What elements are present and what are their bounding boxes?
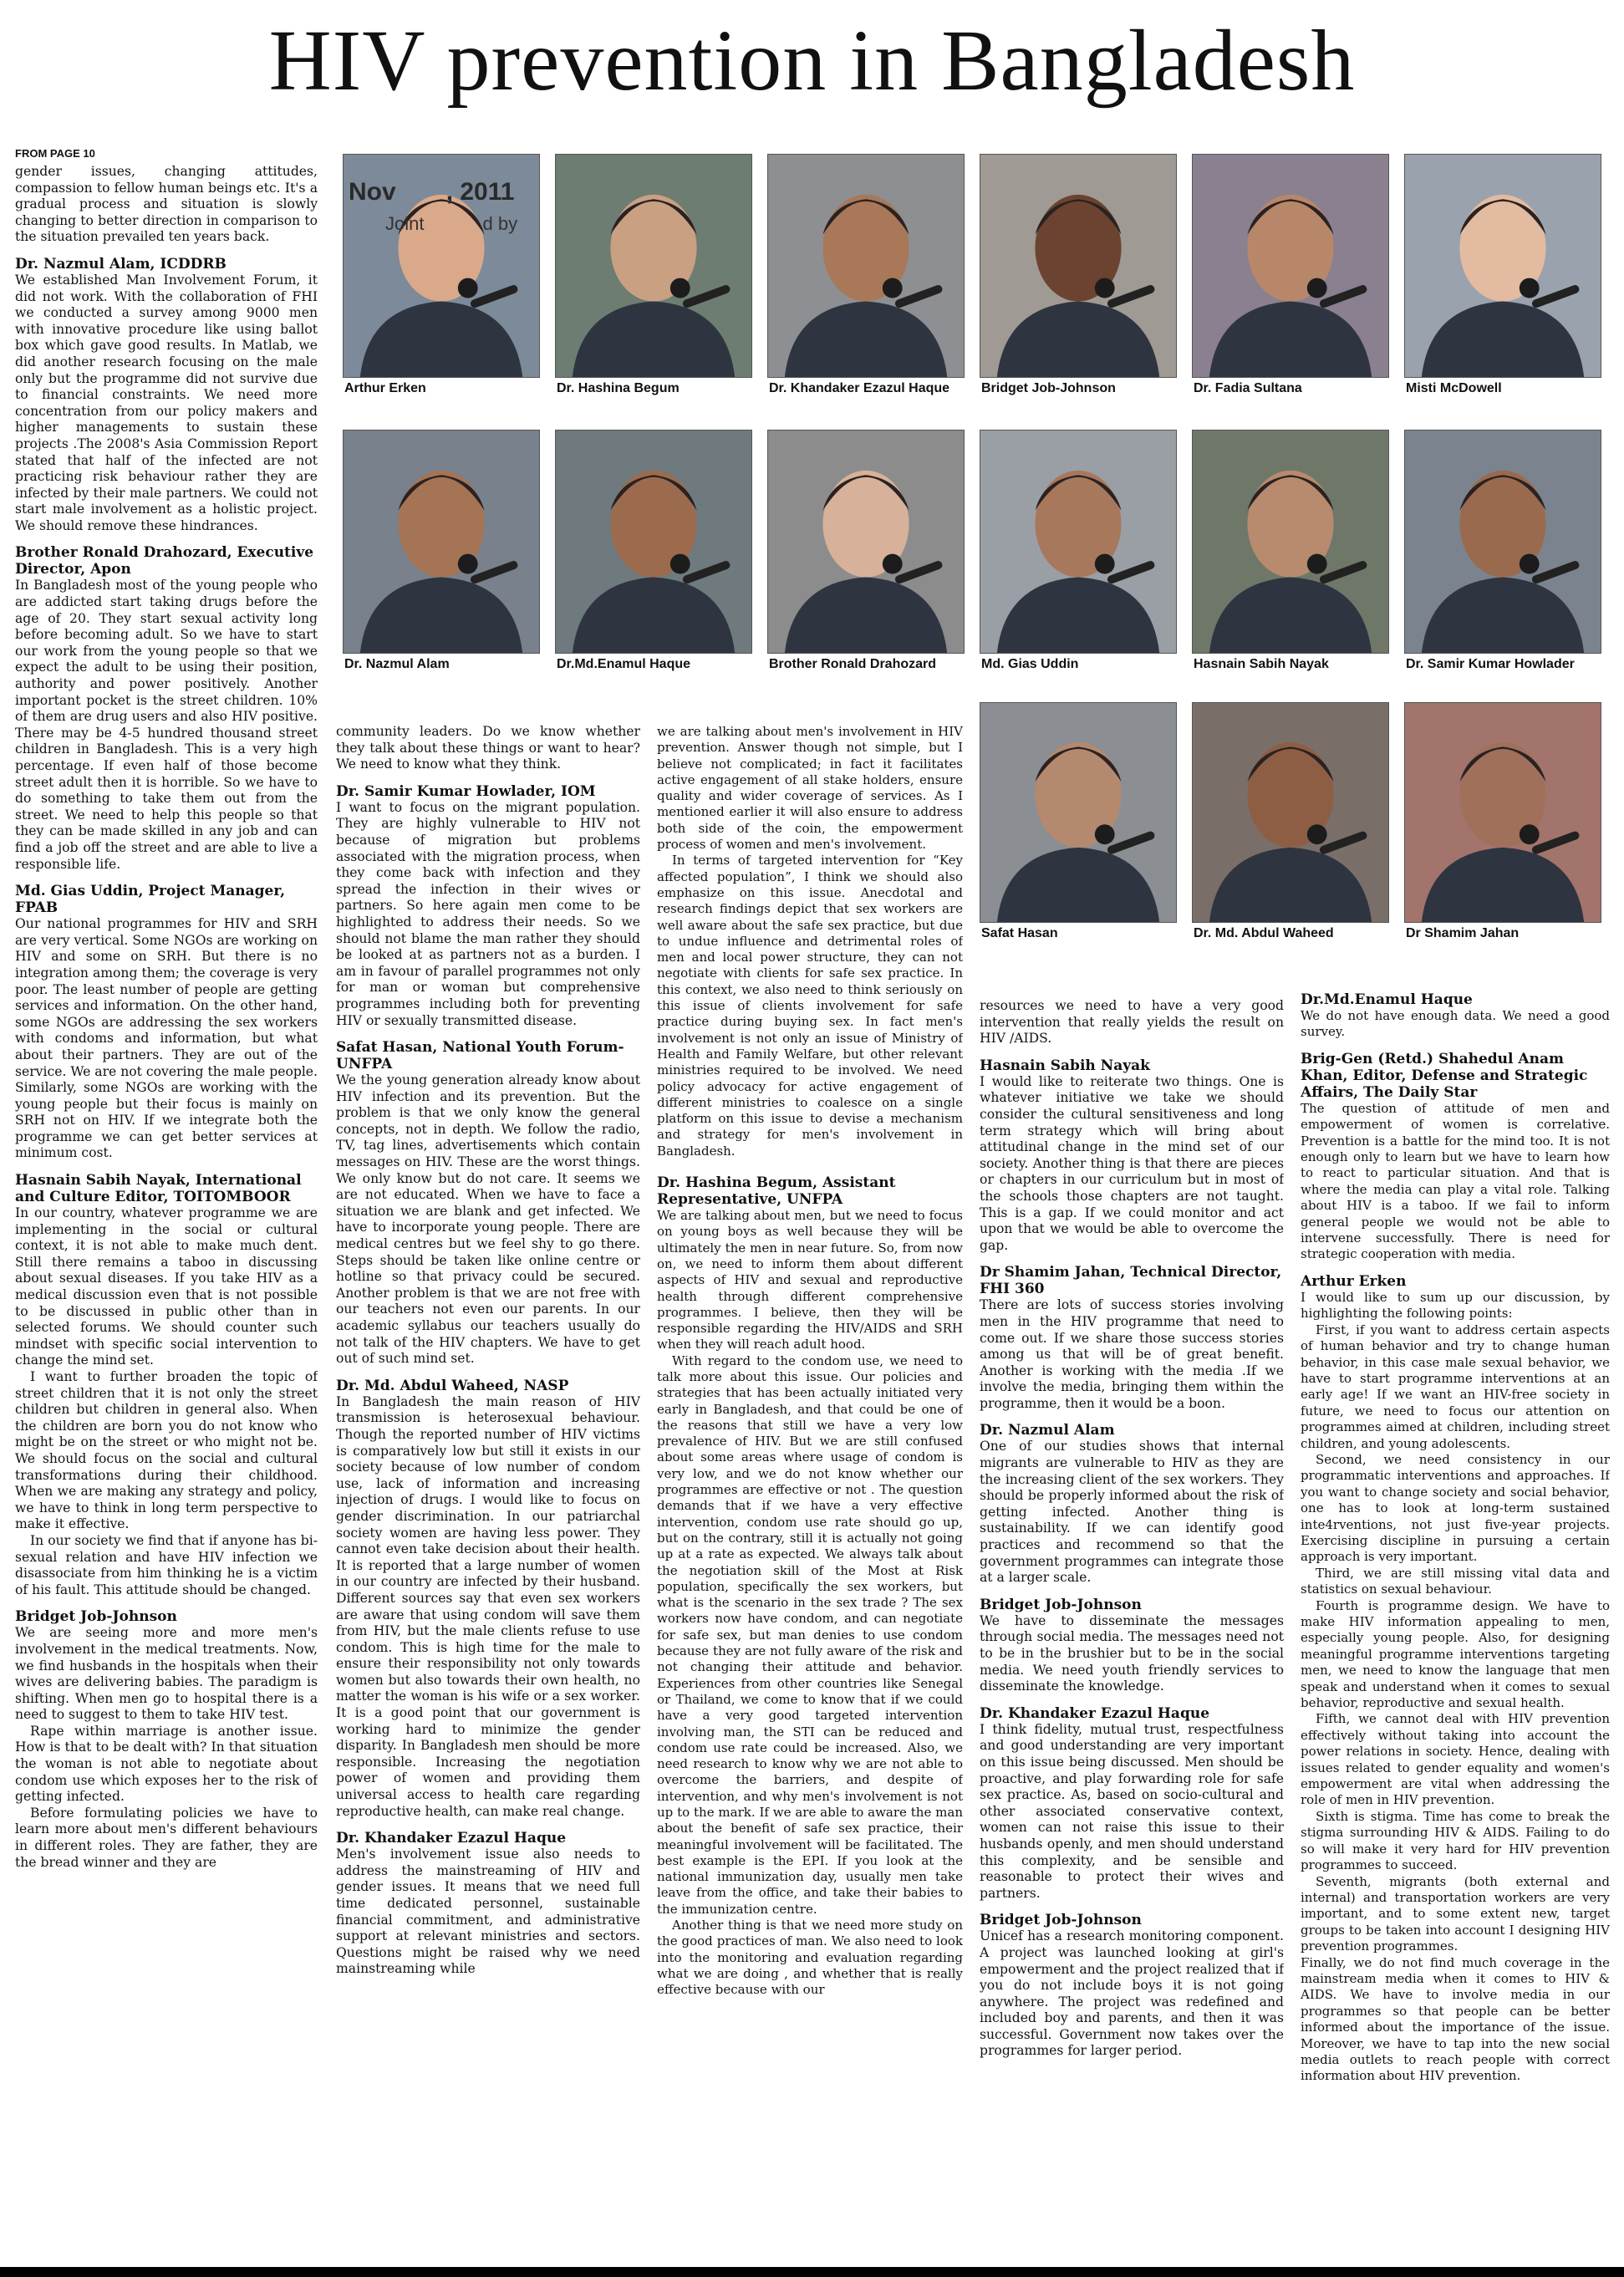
speaker-heading: Brother Ronald Drahozard, Executive Director, Apon (15, 544, 314, 578)
paragraph: The question of attitude of men and empowerment of women is correlative. Prevention is a battle for the mind too. It is not enough only to learn but we have to learn how to react to particular situation. And that is where the media can play a vital role. Talking about HIV is a taboo. If we fail to inform general people we would not be able to intervene successfully. There is need for strategic cooperation with media. (1301, 1100, 1610, 1262)
portrait-image (980, 430, 1177, 654)
portrait-image (1192, 154, 1389, 378)
speaker-heading: Dr. Nazmul Alam, ICDDRB (15, 255, 227, 273)
paragraph: We have to disseminate the messages through social media. The messages need not to be in the brushier but to be in the social media. We need youth friendly services to disseminate the knowledge. (980, 1612, 1284, 1694)
photo-caption: Arthur Erken (344, 381, 426, 395)
speaker-heading: Dr.Md.Enamul Haque (1301, 991, 1473, 1008)
paragraph: I think fidelity, mutual trust, respectfulness and good understanding are very important on this issue being discussed. Men should be proactive, and play forwarding role for safe sex practice. As, based on socio-cultural and other associated conservative context, women can not raise this issue to their husbands openly, and men should understand this complexity, and be sensible and reasonable to protect their wives and partners. (980, 1721, 1284, 1901)
article-column-4 (980, 998, 1284, 2264)
portrait-image (555, 430, 752, 654)
speaker-photo (1404, 430, 1601, 679)
page-bottom-rule (0, 2267, 1624, 2277)
banner-word: Nov (349, 178, 396, 206)
speaker-heading: Arthur Erken (1301, 1272, 1407, 1290)
speaker-photo (1404, 154, 1601, 403)
photo-caption: Misti McDowell (1406, 381, 1502, 395)
paragraph: Fourth is programme design. We have to make HIV information appealing to men, especially young people. Also, for designing meaningful programme interventions targeting men, we need to know the language that men speak and understand when it comes to sexual behavior, reproductive and sexual health. (1301, 1597, 1610, 1711)
paragraph: In our society we find that if anyone has bi-sexual relation and have HIV infection we disassociate from him thinking he is a victim of his fault. This attitude should be changed. (15, 1532, 318, 1597)
photo-caption: Md. Gias Uddin (981, 657, 1079, 671)
paragraph: resources we need to have a very good intervention that really yields the result on HIV /AIDS. (980, 998, 1284, 1047)
portrait-silhouette (980, 155, 1176, 377)
paragraph: community leaders. Do we know whether they talk about these things or want to hear? We need to know what they think. (336, 724, 640, 772)
portrait-image (1404, 154, 1601, 378)
banner-word: Joint (385, 213, 425, 234)
speaker-heading: Dr. Nazmul Alam (980, 1422, 1115, 1439)
photo-caption: Brother Ronald Drahozard (769, 657, 937, 671)
speaker-heading: Dr Shamim Jahan, Technical Director, FHI 360 (980, 1264, 1282, 1298)
headline: HIV prevention in Bangladesh (268, 13, 1356, 109)
portrait-silhouette (1405, 430, 1601, 653)
banner-year: , 2011 (445, 178, 515, 206)
article-column-2 (336, 724, 640, 2264)
paragraph: Third, we are still missing vital data and statistics on sexual behaviour. (1301, 1565, 1610, 1597)
speaker-heading: Safat Hasan, National Youth Forum-UNFPA (336, 1039, 624, 1073)
paragraph: In Bangladesh the main reason of HIV transmission is heterosexual behaviour. Though the reported number of HIV victims is comparatively low but still it exists in our society because of low number of condom use, lack of information and increasing injection of drugs. I would like to focus on gender discrimination. In our patriarchal society women are having less power. They cannot even take decision about their health. It is reported that a large number of women in our country are infected by their husband. Different sources say that even sex workers are aware that using condom will save them from HIV, but the male clients refuse to use condom. This is high time for the male to ensure their responsibility not only towards women but also towards their own health, no matter the woman is his wife or a sex worker. It is a good point that our government is working hard to minimize the gender disparity. In Bangladesh men should be more responsible. Increasing the negotiation power of women and providing them universal access to health care regarding reproductive health, can make real change. (336, 1393, 640, 1819)
speaker-heading: Dr. Samir Kumar Howlader, IOM (336, 782, 596, 800)
portrait-silhouette (344, 430, 539, 653)
paragraph: First, if you want to address certain aspects of human behavior and try to change human behavior, in this case male sexual behavior, we have to start programme interventions at an early age! If we want an HIV-free society in future, we need to focus our attention on programmes aimed at children, including street children, and young adolescents. (1301, 1322, 1610, 1451)
paragraph: I would like to sum up our discussion, by highlighting the following points: (1301, 1289, 1610, 1322)
paragraph: Second, we need consistency in our programmatic interventions and approaches. If you want to change society and social behavior, one has to look at long-term sustained inte4rventions, not just five-year projects. Exercising discipline in pursuing a certain approach is very important. (1301, 1451, 1610, 1565)
portrait-silhouette (980, 430, 1176, 653)
speaker-photo (980, 702, 1177, 948)
portrait-image (1404, 702, 1601, 923)
photo-caption: Dr. Fadia Sultana (1194, 381, 1302, 395)
speaker-photo (767, 154, 965, 403)
photo-caption: Dr. Md. Abdul Waheed (1194, 926, 1334, 940)
paragraph: Finally, we do not find much coverage in the mainstream media when it comes to HIV & AIDS. We have to involve media in our programmes so that people can be better informed about the importance of the issue. Moreover, we have to tap into the new social media outlets to reach people with correct information about HIV prevention. (1301, 1954, 1610, 2084)
paragraph: we are talking about men's involvement in HIV prevention. Answer though not simple, but I believe not complicated; in fact it facilitates active engagement of all stake holders, ensure quality and wider coverage of services. As I mentioned earlier it will also ensure to address both side of the coin, the empowerment process of women and men's involvement. (657, 724, 963, 853)
portrait-image (767, 430, 965, 654)
speaker-heading: Dr. Hashina Begum, Assistant Representative, UNFPA (657, 1174, 896, 1209)
portrait-image (343, 430, 540, 654)
speaker-heading: Dr. Khandaker Ezazul Haque (336, 1830, 567, 1847)
paragraph: gender issues, changing attitudes, compassion to fellow human beings etc. It's a gradual process and situation is slowly changing to better direction in comparison to the situation prevailed ten years back. (15, 164, 318, 245)
portrait-image (1404, 430, 1601, 654)
portrait-image (1192, 702, 1389, 923)
photo-caption: Safat Hasan (981, 926, 1058, 940)
paragraph: We established Man Involvement Forum, it did not work. With the collaboration of FHI we conducted a survey among 9000 men with innovative procedure like using ballot box which gave good results. In Matlab, we did another research focusing on the male only but the programme did not survive due to financial constraints. We need more concentration from our policy makers and higher managements to sustain these projects .The 2008's Asia Commission Report stated that half of the infected are not practicing risk behaviour rather they are infected by their male partners. We could not start male involvement as a holistic project. We should remove these hindrances. (15, 272, 318, 533)
speaker-photo (980, 154, 1177, 403)
portrait-silhouette (1193, 703, 1388, 922)
speaker-heading: Bridget Job-Johnson (980, 1596, 1142, 1613)
speaker-heading: Hasnain Sabih Nayak, International and Culture Editor, TOITOMBOOR (15, 1172, 302, 1206)
paragraph: We the young generation already know about HIV infection and its prevention. But the problem is that we only know the general concepts, not in depth. We follow the radio, TV, tag lines, advertisements which contain messages on HIV. These are the worst things. We only know but do not care. It seems we are not educated. When we have to face a situation we are blank and get infected. We have to incorporate young people. There are medical centres but we feel shy to go there. Steps should be taken like online centre or hotline so that privacy could be secured. Another problem is that we are not free with our teachers not even our parents. In our academic syllabus our teachers usually do not talk of the HIV chapters. We have to get out of such mind set. (336, 1072, 640, 1367)
paragraph: There are lots of success stories involving men in the HIV programme that need to come out. If we share those success stories among us that will be of great benefit. Another is working with the media .If we involve the media, bringing them within the programme, then it would be a boon. (980, 1297, 1284, 1411)
banner-word: d by (482, 213, 518, 234)
portrait-silhouette (556, 430, 751, 653)
portrait-silhouette (1405, 155, 1601, 377)
speaker-heading: Md. Gias Uddin, Project Manager, FPAB (15, 883, 285, 917)
paragraph: I want to further broaden the topic of street children that it is not only the street children but children in general also. When the children are born you do not know who might be on the street or who might not be. We should focus on the social and cultural transformations during their childhood. When we are making any strategy and policy, we have to think in long term perspective to make it effective. (15, 1369, 318, 1532)
paragraph: Seventh, migrants (both external and internal) and transportation workers are very important, and to some extent new, target groups to be taken into account I designing HIV prevention programmes. (1301, 1873, 1610, 1954)
paragraph: Unicef has a research monitoring component. A project was launched looking at girl's empowerment and the project realized that if you do not include boys it is not going anywhere. The project was redefined and included boy and parents, and then it was successful. Government now takes over the programmes for larger period. (980, 1928, 1284, 2059)
paragraph: In Bangladesh most of the young people who are addicted start taking drugs before the age of 20. They start sexual activity long before becoming adult. So we have to start our work from the young people so that we expect the adult to be using their position, authority and power positively. Another important pocket is the street children. 10% of them are drug users and also HIV positive. There may be 4-5 hundred thousand street children in Bangladesh. This is a very high percentage. If even half of those become street adult then it is horrible. So we have to do something to take them out from the street. We need to help this people so that they can be made skilled in any job and can find a job off the street and are able to live a responsible life. (15, 578, 318, 872)
paragraph: We are talking about men, but we need to focus on young boys as well because they will be ultimately the men in near future. So, from now on, we need to inform them about different aspects of HIV and sexual and reproductive health through different comprehensive programmes. I believe, then they will be responsible regarding the HIV/AIDS and SRH when they will reach adult hood. (657, 1208, 963, 1352)
speaker-heading: Hasnain Sabih Nayak (980, 1057, 1150, 1074)
paragraph: We do not have enough data. We need a good survey. (1301, 1008, 1610, 1040)
portrait-silhouette (768, 155, 964, 377)
speaker-photo (1192, 154, 1389, 403)
speaker-photo (555, 154, 752, 403)
photo-caption: Dr. Khandaker Ezazul Haque (769, 381, 950, 395)
portrait-silhouette (1193, 430, 1388, 653)
paragraph: Men's involvement issue also needs to address the mainstreaming of HIV and gender issues. It means that we need full time dedicated personnel, sustainable financial commitment, and administrative support at relevant ministries and sectors. Questions might be raised why we need mainstreaming while (336, 1847, 640, 1977)
photo-caption: Bridget Job-Johnson (981, 381, 1116, 395)
paragraph: I want to focus on the migrant population. They are highly vulnerable to HIV not because of migration but problems associated with the migration process, when they come back with infection and they spread the infection in their wives or partners. So here again men come to be highlighted to address their needs. So we should not blame the man rather they should be looked at as partners not as a burden. I am in favour of parallel programmes not only for man or woman but comprehensive programmes including both for preventing HIV or sexually transmitted disease. (336, 799, 640, 1028)
paragraph: Rape within marriage is another issue. How is that to be dealt with? In that situation the woman is not able to negotiate about condom use which exposes her to the risk of getting infected. (15, 1723, 318, 1805)
portrait-image (767, 154, 965, 378)
photo-caption: Dr. Samir Kumar Howlader (1406, 657, 1575, 671)
photo-caption: Dr.Md.Enamul Haque (557, 657, 691, 671)
portrait-silhouette (556, 155, 751, 377)
portrait-image (343, 154, 540, 378)
speaker-heading: Bridget Job-Johnson (980, 1912, 1142, 1929)
paragraph: Fifth, we cannot deal with HIV prevention effectively without taking into account the power relations in society. Hence, dealing with issues related to gender equality and women's empowerment are vital when addressing the role of men in HIV prevention. (1301, 1711, 1610, 1808)
speaker-heading: Brig-Gen (Retd.) Shahedul Anam Khan, Editor, Defense and Strategic Affairs, The Daily Star (1301, 1050, 1588, 1101)
portrait-image (1192, 430, 1389, 654)
speaker-photo (343, 154, 540, 403)
banner-text-overlay-2 (385, 213, 517, 235)
speaker-heading: Dr. Md. Abdul Waheed, NASP (336, 1377, 569, 1394)
paragraph: One of our studies shows that internal migrants are vulnerable to HIV as they are the increasing client of the sex workers. They should be properly informed about the risk of getting infected. Another thing is sustainability. If we can identify good practices and recommend so that the government programmes can integrate those at a larger scale. (980, 1439, 1284, 1586)
speaker-photo (980, 430, 1177, 679)
paragraph: We are seeing more and more men's involvement in the medical treatments. Now, we find husbands in the hospitals when their wives are delivering babies. The paradigm is shifting. When men go to hospital there is a need to suggest to them to take HIV test. (15, 1625, 318, 1723)
portrait-image (555, 154, 752, 378)
paragraph: Our national programmes for HIV and SRH are very vertical. Some NGOs are working on HIV and some on SRH. But there is no integration among them; the coverage is very poor. The least number of people are getting services and information. On the other hand, some NGOs are addressing the sex workers with condoms and information, but what about their partners. They are out of the service. We are not covering the male people. Similarly, some NGOs are working with the young people but their focus is mainly on SRH not on HIV. If we integrate both the programme we can get better services at minimum cost. (15, 916, 318, 1161)
speaker-heading: Bridget Job-Johnson (15, 1608, 177, 1626)
paragraph: Before formulating policies we have to learn more about men's different behaviours in different roles. They are father, they are the bread winner and they are (15, 1805, 318, 1870)
speaker-photo (1404, 702, 1601, 948)
banner-text-overlay (349, 178, 514, 206)
speaker-photo (767, 430, 965, 679)
portrait-silhouette (1193, 155, 1388, 377)
speaker-photo (343, 430, 540, 679)
paragraph: Sixth is stigma. Time has come to break the stigma surrounding HIV & AIDS. Failing to do so will make it very hard for HIV prevention programmes to succeed. (1301, 1808, 1610, 1873)
article-column-5 (1301, 991, 1610, 2264)
speaker-heading: Dr. Khandaker Ezazul Haque (980, 1704, 1210, 1722)
photo-caption: Hasnain Sabih Nayak (1194, 657, 1329, 671)
portrait-silhouette (980, 703, 1176, 922)
article-column-3 (657, 724, 963, 2264)
paragraph: With regard to the condom use, we need to talk more about this issue. Our policies and strategies that has been actually initiated very early in Bangladesh, and that could be one of the reasons that still we have a very low prevalence of HIV. But we are still confused about some areas where usage of condom is very low, and we do not know whether our programmes are effective or not . The question demands that if we have a very effective intervention, condom use rate should go up, but on the contrary, still it is actually not going up at a rate as expected. We always talk about the negotiation skill of the Most at Risk population, specifically the sex workers, but what is the scenario in the sex trade ? The sex workers now have condom, and can negotiate for safe sex, but man denies to use condom because they are not fully aware of the risk and not changing their attitude and behavior. Experiences from other countries like Senegal or Thailand, we come to know that if we could have a very good targeted intervention involving man, the STI can be reduced and condom use rate could be increased. Also, we need research to know why we are not able to overcome the barriers, and despite of intervention, and why men's involvement is not up to the mark. If we are able to aware the man about the benefit of safe sex practice, their meaningful involvement will be facilitated. The best example is the EPI. If you look at the national immunization day, usually men take leave from the office, and take their babies to the immunization centre. (657, 1352, 963, 1917)
portrait-image (980, 702, 1177, 923)
paragraph: In our country, whatever programme we are implementing in the social or cultural context, it is not able to make much dent. Still there remains a taboo in discussing about sexual diseases. If you take HIV as a medical discussion even that is not possible to be discussed in public other than in selected forums. We should counter such mindset with specific social intervention to change the mind set. (15, 1205, 318, 1368)
article-column-1 (15, 164, 318, 2264)
photo-caption: Dr. Hashina Begum (557, 381, 680, 395)
paragraph: In terms of targeted intervention for “Key affected population”, I think we should also emphasize on this issue. Anecdotal and research findings depict that sex workers are well aware about the safe sex practice, but due to undue influence and detrimental roles of men and local power structure, they can not negotiate with clients for safe sex practice. In this context, we also need to think seriously on this issue of clients involvement for safe practice during buying sex. In fact men's involvement is not only an issue of Ministry of Health and Family Welfare, but other relevant ministries required to be involved. We need policy advocacy for active engagement of different ministries to coalesce on a single platform on this issue to devise a mechanism and strategy for men's involvement in Bangladesh. (657, 853, 963, 1159)
speaker-photo (1192, 702, 1389, 948)
speaker-photo (555, 430, 752, 679)
portrait-silhouette (768, 430, 964, 653)
from-page-label: FROM PAGE 10 (15, 147, 95, 160)
portrait-image (980, 154, 1177, 378)
paragraph: I would like to reiterate two things. One is whatever initiative we take we should consider the cultural sensitiveness and long term strategy which will bring about attitudinal change in the mind set of our society. Another thing is that there are pieces or chapters in our curriculum but in most of the schools those chapters are not taught. This is a gap. If we could monitor and act upon that we would be able to overcome the gap. (980, 1073, 1284, 1253)
paragraph: Another thing is that we need more study on the good practices of man. We also need to look into the monitoring and evaluation regarding what we are doing , and whether that is really effective because with our (657, 1918, 963, 1998)
speaker-photo (1192, 430, 1389, 679)
portrait-silhouette (1405, 703, 1601, 922)
photo-caption: Dr Shamim Jahan (1406, 926, 1520, 940)
photo-caption: Dr. Nazmul Alam (344, 657, 450, 671)
